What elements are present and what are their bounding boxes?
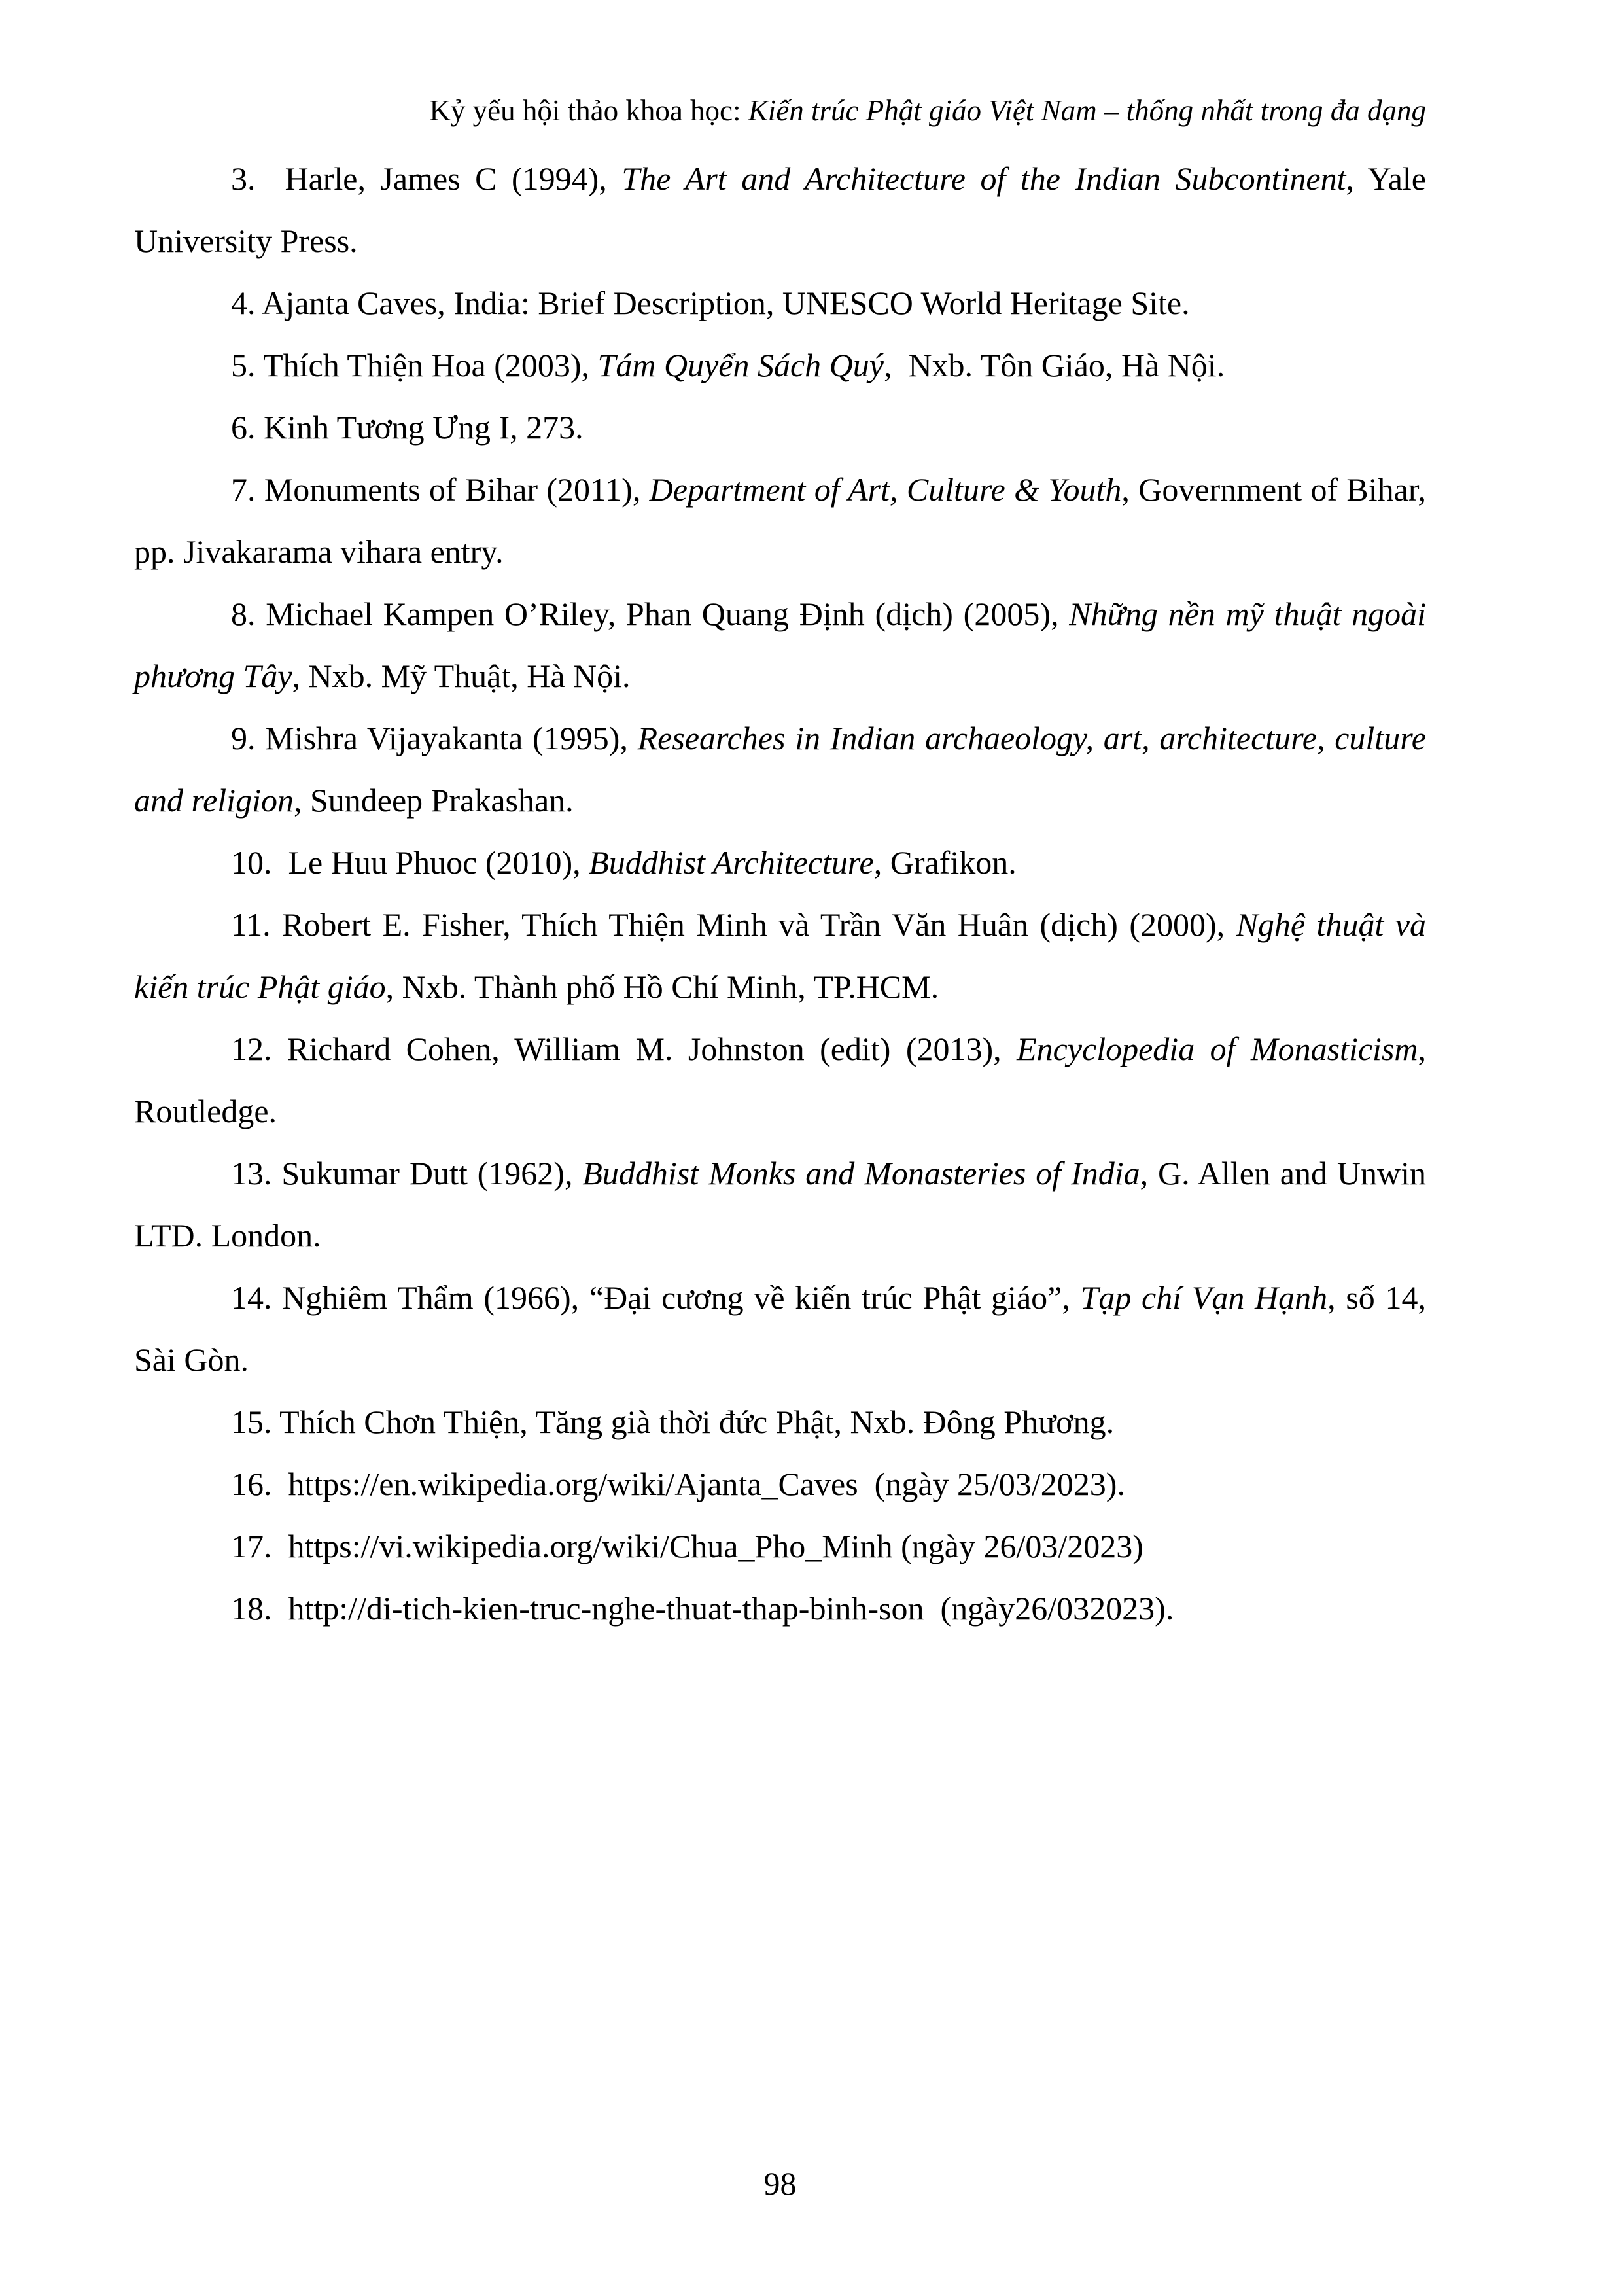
reference-text: 7. Monuments of Bihar (2011),	[231, 471, 650, 508]
reference-text: 17. https://vi.wikipedia.org/wiki/Chua_Pho_Minh (ngày 26/03/2023)	[231, 1528, 1143, 1564]
reference-text: 12. Richard Cohen, William M. Johnston (edit) (2013),	[231, 1031, 1017, 1067]
reference-title: Department of Art, Culture & Youth	[649, 471, 1122, 508]
reference-title: Buddhist Architecture	[589, 844, 874, 881]
reference-text: , Nxb. Tôn Giáo, Hà Nội.	[883, 347, 1225, 383]
page-number: 98	[763, 2165, 797, 2202]
reference-title: Researches in Indian archaeology, art, architecture, culture and religion	[134, 720, 1426, 819]
reference-text: , Nxb. Mỹ Thuật, Hà Nội.	[292, 658, 631, 694]
reference-item	[134, 1391, 1426, 1453]
reference-text: 4. Ajanta Caves, India: Brief Description, UNESCO World Heritage Site.	[231, 285, 1190, 321]
reference-item	[134, 459, 1426, 583]
reference-title: Những nền mỹ thuật ngoài phương Tây	[134, 595, 1426, 694]
reference-text: 14. Nghiêm Thẩm (1966), “Đại cương về kiến trúc Phật giáo”,	[231, 1279, 1081, 1316]
running-header	[134, 90, 1426, 131]
running-header-title: Kiến trúc Phật giáo Việt Nam – thống nhất trong đa dạng	[748, 94, 1426, 127]
reference-title: Nghệ thuật và kiến trúc Phật giáo	[134, 906, 1426, 1005]
reference-item	[134, 397, 1426, 459]
reference-text: , Routledge.	[134, 1031, 1426, 1129]
reference-text: , Grafikon.	[873, 844, 1017, 881]
reference-item	[134, 894, 1426, 1018]
reference-text: 6. Kinh Tương Ưng I, 273.	[231, 409, 584, 446]
reference-text: , Government of Bihar, pp. Jivakarama vihara entry.	[134, 471, 1426, 570]
reference-title: The Art and Architecture of the Indian Subcontinent	[621, 160, 1346, 197]
reference-title: Tám Quyển Sách Quý	[597, 347, 884, 383]
reference-text: 10. Le Huu Phuoc (2010),	[231, 844, 589, 881]
reference-item	[134, 707, 1426, 832]
reference-text: 8. Michael Kampen O’Riley, Phan Quang Định (dịch) (2005),	[231, 595, 1070, 632]
reference-item	[134, 148, 1426, 272]
reference-text: , G. Allen and Unwin LTD. London.	[134, 1155, 1427, 1254]
reference-item	[134, 1018, 1426, 1142]
reference-text: , Nxb. Thành phố Hồ Chí Minh, TP.HCM.	[385, 968, 939, 1005]
reference-item	[134, 583, 1426, 707]
reference-item	[134, 1453, 1426, 1515]
reference-text: , Sundeep Prakashan.	[293, 782, 574, 819]
reference-item	[134, 1578, 1426, 1640]
references-list	[134, 148, 1426, 1640]
reference-text: , Yale University Press.	[134, 160, 1426, 259]
reference-text: , số 14, Sài Gòn.	[134, 1279, 1426, 1378]
reference-item	[134, 334, 1426, 397]
reference-item	[134, 1515, 1426, 1578]
running-header-prefix: Kỷ yếu hội thảo khoa học:	[429, 94, 748, 127]
reference-text: 11. Robert E. Fisher, Thích Thiện Minh và Trần Văn Huân (dịch) (2000),	[231, 906, 1236, 943]
reference-item	[134, 832, 1426, 894]
reference-text: 3. Harle, James C (1994),	[231, 160, 622, 197]
reference-title: Tạp chí Vạn Hạnh	[1080, 1279, 1328, 1316]
reference-text: 9. Mishra Vijayakanta (1995),	[231, 720, 638, 756]
reference-text: 16. https://en.wikipedia.org/wiki/Ajanta_Caves (ngày 25/03/2023).	[231, 1466, 1125, 1502]
reference-item	[134, 1267, 1426, 1391]
reference-text: 15. Thích Chơn Thiện, Tăng già thời đức Phật, Nxb. Đông Phương.	[231, 1404, 1115, 1440]
reference-text: 18. http://di-tich-kien-truc-nghe-thuat-thap-binh-son (ngày26/032023).	[231, 1590, 1174, 1627]
reference-title: Encyclopedia of Monasticism	[1017, 1031, 1418, 1067]
reference-text: 13. Sukumar Dutt (1962),	[231, 1155, 583, 1192]
reference-text: 5. Thích Thiện Hoa (2003),	[231, 347, 598, 383]
reference-title: Buddhist Monks and Monasteries of India	[582, 1155, 1140, 1192]
reference-item	[134, 272, 1426, 334]
reference-item	[134, 1142, 1426, 1267]
